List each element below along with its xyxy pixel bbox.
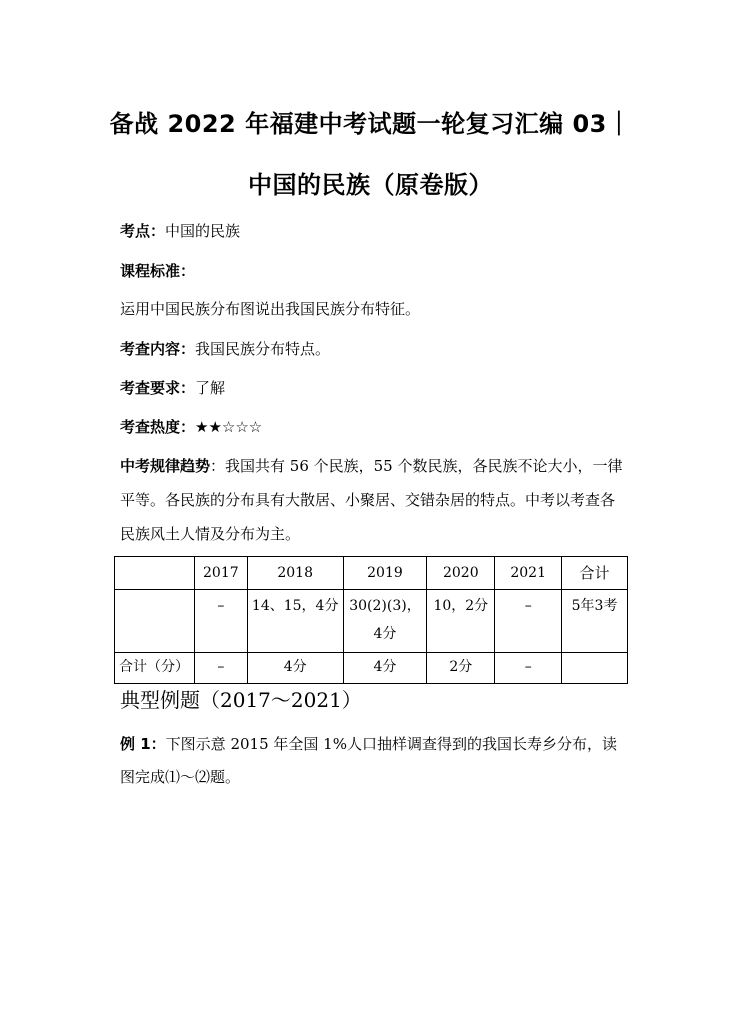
table-cell: 30(2)(3)，4分 <box>343 590 427 653</box>
exam-popularity-stars: ★★☆☆☆ <box>195 418 263 436</box>
exam-requirement-value: 了解 <box>195 379 226 397</box>
exam-point-value: 中国的民族 <box>165 222 241 240</box>
table-row <box>115 653 628 684</box>
table-cell <box>562 653 628 684</box>
example-1-label: 例 1： <box>120 735 166 753</box>
exam-popularity-line <box>120 416 262 437</box>
table-header-cell: 2021 <box>495 557 562 590</box>
table-header-cell: 合计 <box>562 557 628 590</box>
exam-statistics-table <box>114 556 628 684</box>
exam-content-line <box>120 338 330 359</box>
exam-point-label: 考点： <box>120 222 166 240</box>
document-title-line-2: 中国的民族（原卷版） <box>248 171 493 199</box>
table-cell: 合计（分） <box>115 653 195 684</box>
table-cell: – <box>194 653 247 684</box>
table-header-cell: 2018 <box>247 557 343 590</box>
table-cell: 10，2分 <box>427 590 495 653</box>
table-cell: 4分 <box>343 653 427 684</box>
table-cell: 5年3考 <box>562 590 628 653</box>
table-cell: 2分 <box>427 653 495 684</box>
table-cell <box>115 590 195 653</box>
exam-popularity-label: 考查热度： <box>120 418 196 436</box>
table-row <box>115 590 628 653</box>
table-cell: 14、15，4分 <box>247 590 343 653</box>
table-header-cell: 2017 <box>194 557 247 590</box>
curriculum-standard-label: 课程标准： <box>120 262 196 280</box>
exam-requirement-label: 考查要求： <box>120 379 196 397</box>
exam-requirement-line <box>120 377 225 398</box>
table-cell: – <box>194 590 247 653</box>
document-title-line-1: 备战 2022 年福建中考试题一轮复习汇编 03｜ <box>109 110 632 138</box>
trend-paragraph <box>120 449 626 551</box>
table-cell: – <box>495 590 562 653</box>
exam-content-value: 我国民族分布特点。 <box>195 340 331 358</box>
example-1-text: 下图示意 2015 年全国 1%人口抽样调查得到的我国长寿乡分布，读图完成⑴～⑵题。 <box>120 735 617 786</box>
typical-examples-heading: 典型例题（2017～2021） <box>120 688 362 712</box>
curriculum-standard-line <box>120 260 195 281</box>
table-cell: 4分 <box>247 653 343 684</box>
table-header-row <box>115 557 628 590</box>
trend-text: ：我国共有 56 个民族，55 个数民族，各民族不论大小，一律平等。各民族的分布具有大散居、小聚居、交错杂居的特点。中考以考查各民族风土人情及分布为主。 <box>120 457 623 543</box>
curriculum-standard-text: 运用中国民族分布图说出我国民族分布特征。 <box>120 300 421 318</box>
exam-point-line <box>120 220 240 241</box>
table-header-cell <box>115 557 195 590</box>
example-1-paragraph <box>120 728 628 794</box>
table-header-cell: 2019 <box>343 557 427 590</box>
exam-content-label: 考查内容： <box>120 340 196 358</box>
table-cell: – <box>495 653 562 684</box>
table-header-cell: 2020 <box>427 557 495 590</box>
trend-label: 中考规律趋势 <box>120 457 211 475</box>
